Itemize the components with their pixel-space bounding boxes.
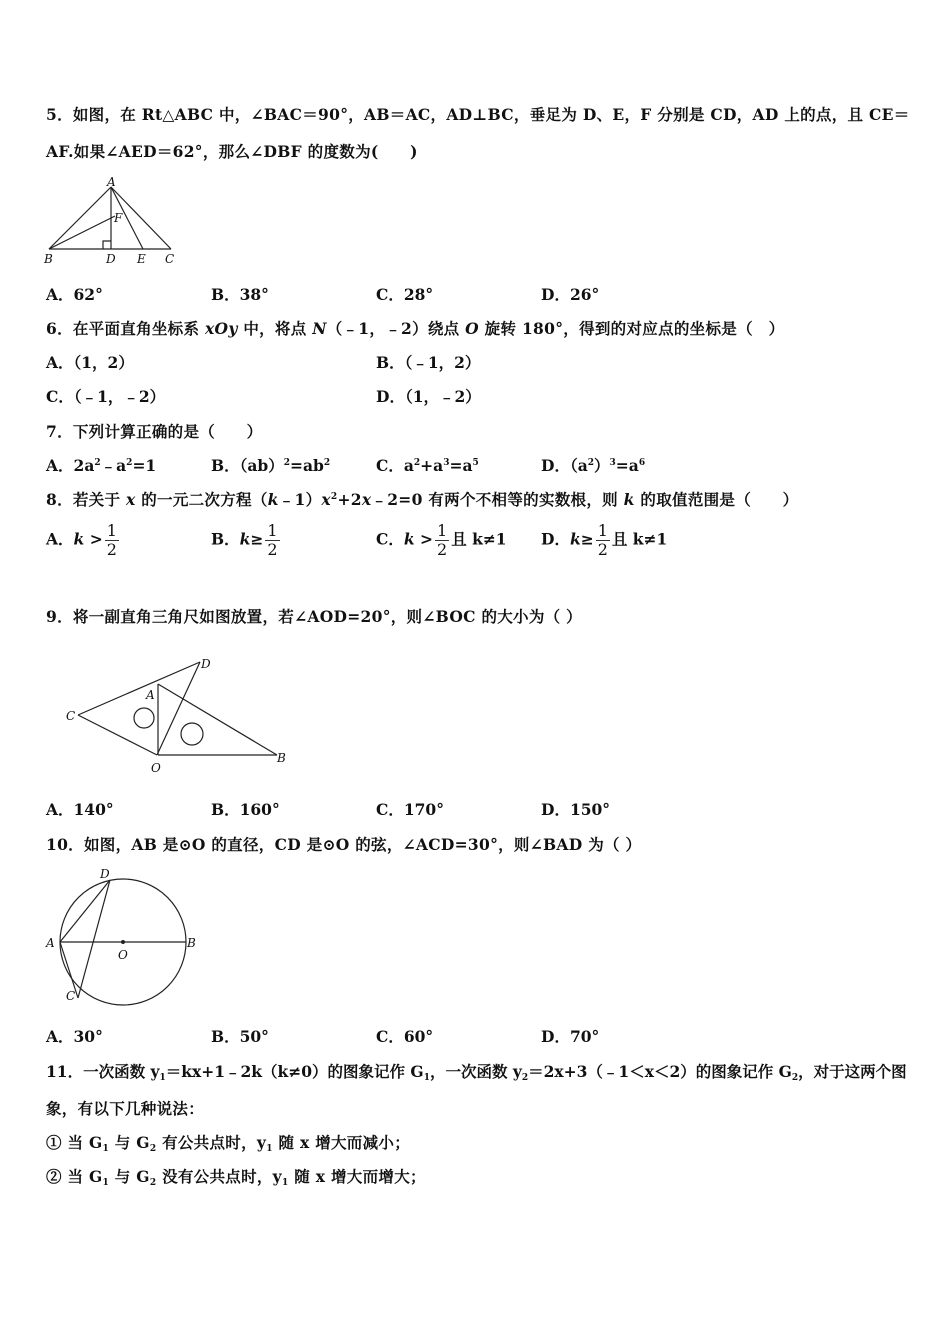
q9-stem: 9．将一副直角三角尺如图放置，若∠AOD=20°，则∠BOC 的大小为（ ） bbox=[46, 607, 582, 626]
q8-fraction-a: $\frac{1}{2}$ bbox=[106, 521, 117, 559]
q9-option-a: A．140° bbox=[46, 800, 114, 819]
q7-option-b: B．$(ab)^2=ab^2$ bbox=[211, 456, 331, 475]
q6-option-b: B．（﹣1，2） bbox=[376, 353, 481, 372]
q9-option-b: B．160° bbox=[211, 800, 280, 819]
q11-stem-line2: 象，有以下几种说法： bbox=[46, 1099, 205, 1118]
q5-label-a: A bbox=[107, 175, 116, 189]
q10-option-a: A．30° bbox=[46, 1027, 103, 1046]
q9-label-d: D bbox=[201, 657, 211, 671]
q9-option-c: C．170° bbox=[376, 800, 444, 819]
q10-label-o: O bbox=[118, 948, 128, 962]
q6-stem: 6．在平面直角坐标系 xOy 中，将点 N（﹣1，﹣2）绕点 O 旋转 180°，得到的对应点的坐标是（ ） bbox=[46, 319, 785, 338]
q10-label-d: D bbox=[100, 867, 110, 881]
q8-fraction-b: $\frac{1}{2}$ bbox=[267, 521, 278, 559]
q5-label-b: B bbox=[44, 252, 53, 266]
q9-option-d: D．150° bbox=[541, 800, 611, 819]
q5-label-c: C bbox=[165, 252, 175, 266]
q5-stem-line1: 5．如图，在 Rt△ABC 中，∠BAC＝90°，AB＝AC，AD⊥BC，垂足为 D、E，F 分别是 CD，AD 上的点，且 CE＝ bbox=[46, 105, 910, 124]
q10-option-b: B．50° bbox=[211, 1027, 269, 1046]
q7-option-d: D．$(a^2)^3=a^6$ bbox=[541, 456, 646, 475]
q5-figure bbox=[40, 175, 185, 267]
q9-label-a: A bbox=[146, 688, 155, 702]
q11-statement-1: ① 当 $G_1$ 与 $G_2$ 有公共点时，$y_1$ 随 x 增大而减小； bbox=[46, 1133, 410, 1154]
q6-option-d: D．（1，﹣2） bbox=[376, 387, 481, 406]
q10-figure bbox=[40, 862, 210, 1010]
q8-option-b: B．k≥ $\frac{1}{2}$ bbox=[211, 521, 278, 559]
q8-fraction-d: $\frac{1}{2}$ bbox=[597, 521, 608, 559]
q10-option-d: D．70° bbox=[541, 1027, 600, 1046]
q9-label-b: B bbox=[277, 751, 286, 765]
q10-center-dot bbox=[121, 940, 125, 944]
q9-label-o: O bbox=[151, 761, 161, 775]
q5-label-f: F bbox=[114, 211, 123, 225]
q5-label-d: D bbox=[106, 252, 116, 266]
q5-option-c: C．28° bbox=[376, 285, 434, 304]
q7-option-c: C．$a^2+a^3=a^5$ bbox=[376, 456, 479, 475]
q10-stem: 10．如图，AB 是⊙O 的直径，CD 是⊙O 的弦，∠ACD=30°，则∠BAD 为（ ） bbox=[46, 835, 642, 854]
q8-stem: 8．若关于 x 的一元二次方程$(k﹣1)x^2+2x﹣2=0$ 有两个不相等的实数根，则 k 的取值范围是（ ） bbox=[46, 490, 799, 509]
q5-option-a: A．62° bbox=[46, 285, 103, 304]
q10-label-a: A bbox=[46, 936, 55, 950]
q5-option-d: D．26° bbox=[541, 285, 600, 304]
q5-option-b: B．38° bbox=[211, 285, 269, 304]
q9-figure bbox=[60, 650, 300, 780]
q9-label-c: C bbox=[66, 709, 76, 723]
q6-option-c: C．（﹣1，﹣2） bbox=[46, 387, 166, 406]
q8-option-c: C．k > $\frac{1}{2}$ 且 k≠1 bbox=[376, 521, 507, 559]
q8-option-a: A．k > $\frac{1}{2}$ bbox=[46, 521, 117, 559]
q5-label-e: E bbox=[137, 252, 146, 266]
q6-option-a: A．（1，2） bbox=[46, 353, 134, 372]
q11-statement-2: ② 当 $G_1$ 与 $G_2$ 没有公共点时，$y_1$ 随 x 增大而增大； bbox=[46, 1167, 426, 1188]
q10-option-c: C．60° bbox=[376, 1027, 434, 1046]
q7-stem: 7．下列计算正确的是（ ） bbox=[46, 422, 263, 441]
q10-label-b: B bbox=[187, 936, 196, 950]
q8-option-d: D．k≥ $\frac{1}{2}$ 且 k≠1 bbox=[541, 521, 668, 559]
q7-option-a: A．$2a^2﹣a^2=1$ bbox=[46, 456, 157, 475]
q10-label-c: C bbox=[66, 989, 76, 1003]
q11-stem-line1: 11．一次函数 $y_1=kx+1﹣2k(k\ne 0)$的图象记作 $G_1$，一次函数 $y_2=2x+3(﹣1<x<2)$的图象记作 $G_2$，对于这两个图 bbox=[46, 1062, 907, 1083]
q5-stem-line2: AF.如果∠AED＝62°，那么∠DBF 的度数为( ) bbox=[46, 142, 418, 161]
q8-fraction-c: $\frac{1}{2}$ bbox=[437, 521, 448, 559]
